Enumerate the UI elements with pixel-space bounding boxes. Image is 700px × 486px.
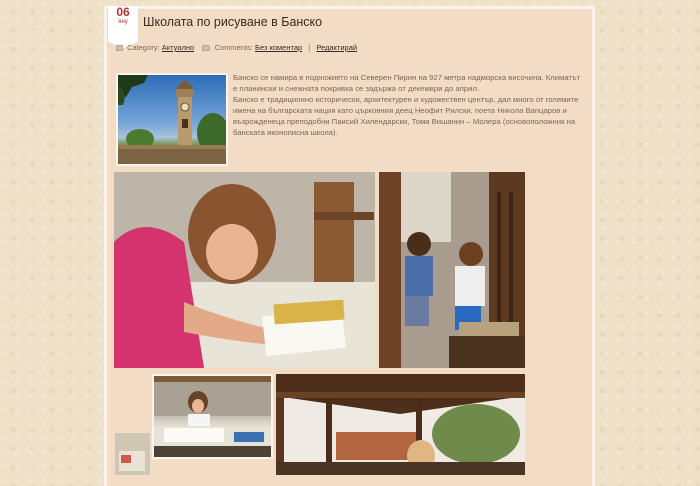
post-intro	[233, 72, 583, 139]
speech-bubble-icon	[202, 45, 210, 51]
photo-girl-drawing[interactable]	[114, 172, 375, 368]
pavilion-illustration	[276, 374, 525, 475]
post-date-day: 06	[116, 5, 130, 19]
edit-link[interactable]: Редактирай	[316, 43, 358, 52]
intro-paragraph-2: Банско е традиционно исторически, архитектурен и художествен център, дал много от големите имена на българската нация като църковния деец Неофит Рилски, поета Никола Вапцаров и възрожденеца преподобни Паисий Хилендарски, Тома Вишанин – Молера (основоположник на банската иконописна школа).	[233, 95, 579, 138]
photo-clock-tower[interactable]	[116, 73, 228, 166]
category-link[interactable]: Актуално	[161, 43, 195, 52]
comments-label: Comments:	[214, 43, 253, 52]
photo-pavilion[interactable]	[276, 374, 525, 475]
girl-drawing-illustration	[114, 172, 375, 368]
folder-icon	[116, 45, 123, 51]
clock-tower-illustration	[118, 75, 226, 164]
photo-girl-at-table[interactable]	[152, 374, 273, 459]
girl-at-table-illustration	[154, 376, 271, 457]
boys-carving-illustration	[379, 172, 525, 368]
intro-paragraph-1: Банско се намира в подножието на Северен Пирин на 927 метра надморска височина. Климатът е планински и снежната покривка се задържа от декември до април.	[233, 73, 581, 94]
photo-thumbnail-small[interactable]	[115, 433, 150, 475]
photo-boys-carving[interactable]	[379, 172, 525, 368]
post-meta	[116, 43, 357, 52]
comments-link[interactable]: Без коментар	[255, 43, 303, 52]
post-date-month: яну	[118, 19, 128, 25]
meta-separator: |	[308, 43, 311, 52]
post-title[interactable]: Школата по рисуване в Банско	[143, 15, 323, 29]
thumbnail-illustration	[115, 433, 150, 475]
category-label: Category:	[127, 43, 160, 52]
post-date-badge	[108, 6, 138, 42]
